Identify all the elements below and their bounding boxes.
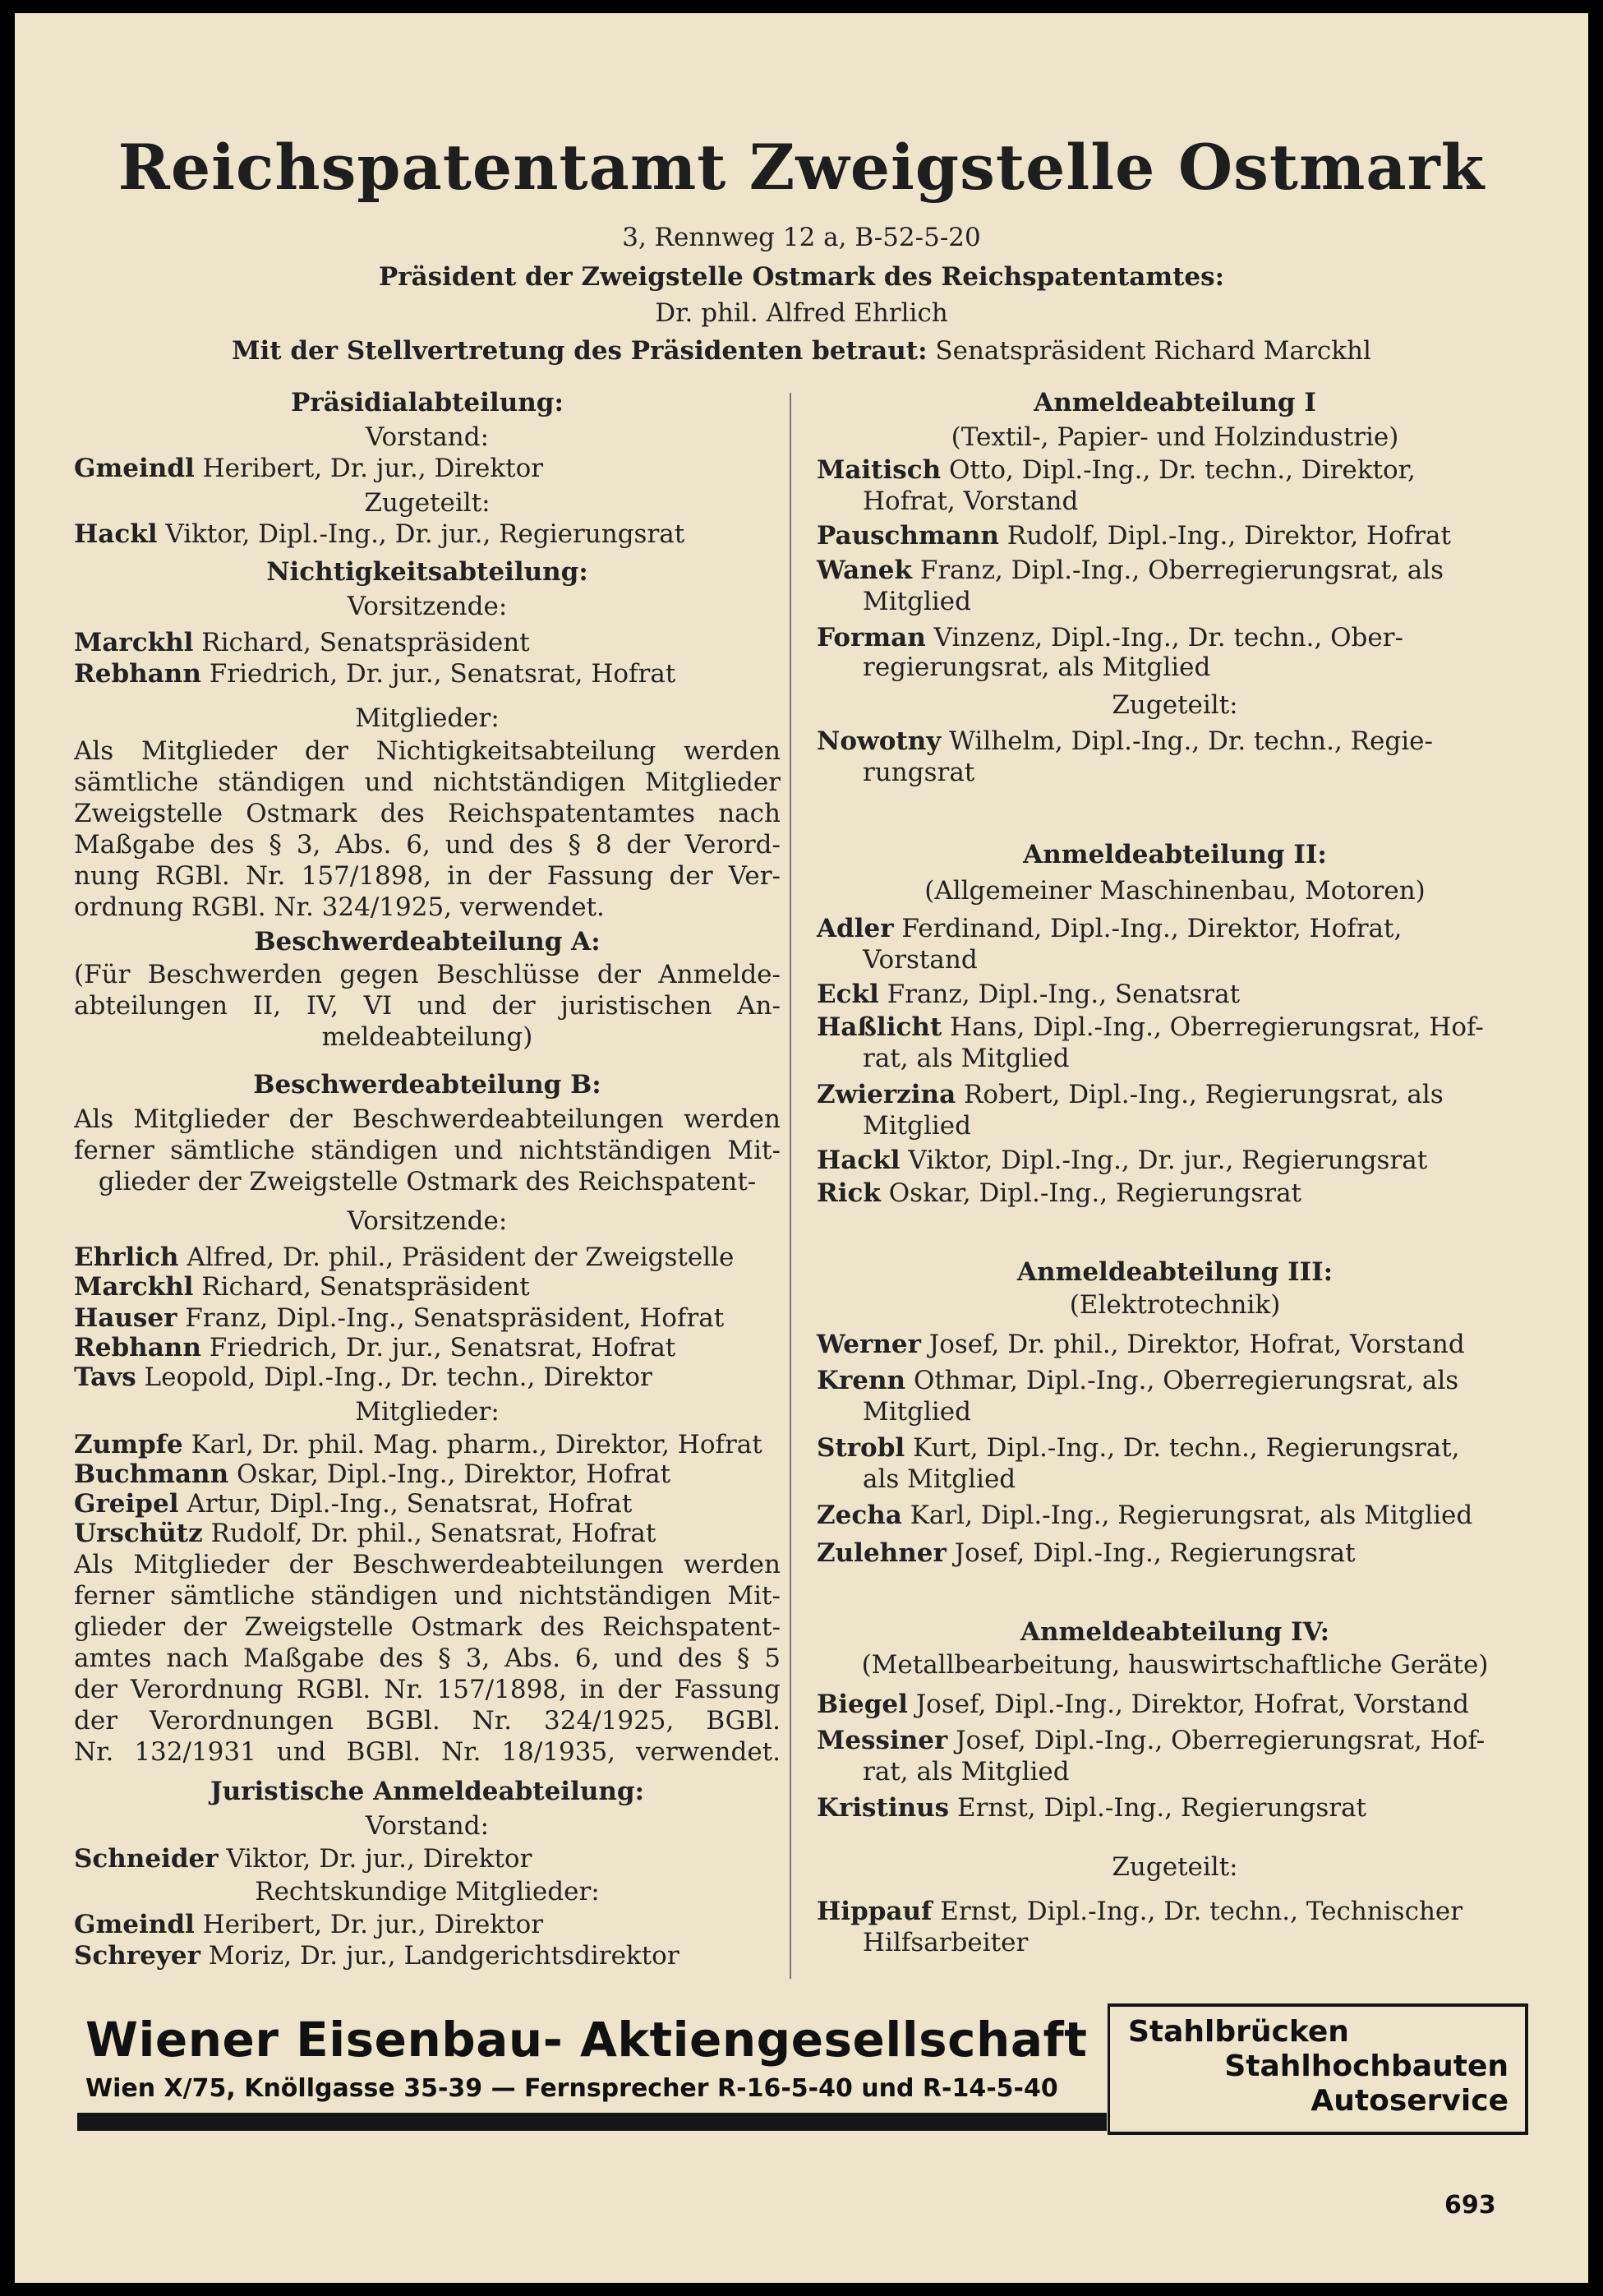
column-divider — [790, 393, 791, 1979]
president-label: Präsident der Zweigstelle Ostmark des Reichspatentamtes: — [378, 262, 1225, 292]
president-name: Dr. phil. Alfred Ehrlich — [655, 298, 948, 328]
ad-service: Stahlbrücken — [1128, 2015, 1349, 2049]
entry-name: Biegel — [817, 1690, 908, 1719]
entry — [817, 1080, 1533, 1109]
section-heading: Anmeldeabteilung IV: — [1020, 1617, 1330, 1647]
entry — [817, 1726, 1533, 1755]
entry — [817, 1330, 1533, 1359]
paragraph-line: nung RGBl. Nr. 157/1898, in der Fassung der Ver- — [74, 861, 781, 891]
paragraph-line: der Verordnungen BGBl. Nr. 324/1925, BGBl. — [74, 1706, 781, 1736]
section-heading: Anmeldeabteilung II: — [1023, 840, 1327, 869]
paragraph-line: der Verordnung RGBl. Nr. 157/1898, in der Fassung — [74, 1675, 781, 1704]
entry-details: Vinzenz, Dipl.-Ing., Dr. techn., Ober- — [933, 623, 1404, 652]
entry-name: Pauschmann — [817, 521, 999, 551]
entry-details: Ernst, Dipl.-Ing., Dr. techn., Technischer — [940, 1897, 1463, 1926]
deputy-line — [15, 336, 1588, 366]
entry-name: Wanek — [817, 556, 912, 585]
entry-continuation: Hilfsarbeiter — [863, 1928, 1029, 1957]
entry-name: Ehrlich — [74, 1243, 179, 1272]
entry-name: Urschütz — [74, 1519, 203, 1548]
section-heading: Juristische Anmeldeabteilung: — [210, 1777, 645, 1806]
entry — [74, 1243, 781, 1272]
entry — [817, 623, 1533, 652]
paragraph-line: Nr. 132/1931 und BGBl. Nr. 18/1935, verwendet. — [74, 1737, 781, 1767]
entry — [817, 556, 1533, 585]
entry-details: Viktor, Dr. jur., Direktor — [226, 1844, 532, 1874]
entry-continuation: Hofrat, Vorstand — [863, 486, 1079, 516]
entry — [74, 628, 781, 657]
entry-continuation: regierungsrat, als Mitglied — [863, 652, 1211, 682]
paragraph-line: Maßgabe des § 3, Abs. 6, und des § 8 der Verord- — [74, 830, 781, 860]
entry-name: Marckhl — [74, 628, 194, 657]
document-page — [15, 13, 1588, 2283]
entry — [74, 1430, 781, 1459]
entry-details: Franz, Dipl.-Ing., Oberregierungsrat, als — [919, 556, 1444, 585]
section-heading: Präsidialabteilung: — [291, 388, 564, 417]
ad-address: Wien X/75, Knöllgasse 35-39 — Fernsprecher R-16-5-40 und R-14-5-40 — [85, 2074, 1058, 2103]
entry — [817, 980, 1533, 1009]
entry-details: Artur, Dipl.-Ing., Senatsrat, Hofrat — [187, 1489, 633, 1519]
entry — [817, 521, 1533, 551]
entry-details: Kurt, Dipl.-Ing., Dr. techn., Regierungsrat, — [913, 1433, 1460, 1463]
entry — [817, 1538, 1533, 1568]
entry — [817, 1012, 1533, 1042]
subheading: Vorstand: — [365, 422, 490, 452]
entry — [74, 1303, 781, 1333]
entry-details: Franz, Dipl.-Ing., Senatspräsident, Hofrat — [185, 1303, 725, 1333]
entry-name: Eckl — [817, 980, 879, 1009]
entry-details: Josef, Dipl.-Ing., Regierungsrat — [954, 1538, 1356, 1568]
entry-details: Alfred, Dr. phil., Präsident der Zweigstelle — [187, 1243, 735, 1272]
ad-service: Autoservice — [1310, 2084, 1509, 2118]
entry-details: Josef, Dipl.-Ing., Direktor, Hofrat, Vorstand — [915, 1690, 1469, 1719]
subheading: Vorsitzende: — [347, 1206, 508, 1236]
entry-name: Gmeindl — [74, 1910, 195, 1939]
entry-name: Zumpfe — [74, 1430, 183, 1459]
entry-continuation: rungsrat — [863, 758, 975, 787]
entry — [74, 1844, 781, 1874]
address-line: 3, Rennweg 12 a, B-52-5-20 — [622, 223, 981, 252]
entry-details: Leopold, Dipl.-Ing., Dr. techn., Direktor — [144, 1362, 652, 1392]
entry-details: Rudolf, Dipl.-Ing., Direktor, Hofrat — [1006, 521, 1451, 551]
entry — [74, 1941, 781, 1971]
subheading: Mitglieder: — [355, 1397, 500, 1427]
entry-details: Karl, Dipl.-Ing., Regierungsrat, als Mitglied — [910, 1501, 1473, 1530]
section-heading: Beschwerdeabteilung B: — [253, 1070, 601, 1100]
entry-name: Tavs — [74, 1362, 136, 1392]
paragraph-line: sämtliche ständigen und nichtständigen Mitglieder — [74, 768, 781, 797]
entry-details: Hans, Dipl.-Ing., Oberregierungsrat, Hof- — [950, 1012, 1484, 1042]
entry-details: Friedrich, Dr. jur., Senatsrat, Hofrat — [209, 1333, 676, 1362]
entry-name: Werner — [817, 1330, 921, 1359]
entry-details: Friedrich, Dr. jur., Senatsrat, Hofrat — [209, 659, 676, 689]
entry-details: Robert, Dipl.-Ing., Regierungsrat, als — [964, 1080, 1444, 1109]
subheading: Zugeteilt: — [1112, 690, 1238, 720]
entry — [817, 914, 1533, 943]
entry-name: Rebhann — [74, 659, 201, 689]
entry-name: Gmeindl — [74, 454, 195, 483]
entry — [74, 1519, 781, 1548]
entry-name: Zecha — [817, 1501, 902, 1530]
entry-details: Richard, Senatspräsident — [201, 1272, 530, 1302]
entry-details: Heribert, Dr. jur., Direktor — [202, 1910, 544, 1939]
advertisement — [74, 1995, 1536, 2147]
entry-name: Schneider — [74, 1844, 219, 1874]
paragraph-line: glieder der Zweigstelle Ostmark des Reichspatent- — [74, 1612, 781, 1642]
entry — [74, 519, 781, 549]
entry — [817, 1501, 1533, 1530]
entry-name: Rebhann — [74, 1333, 201, 1362]
entry — [74, 1272, 781, 1302]
deputy-label: Mit der Stellvertretung des Präsidenten betraut: — [232, 336, 928, 366]
entry-name: Hackl — [817, 1146, 901, 1175]
subheading: Zugeteilt: — [364, 488, 491, 518]
entry-name: Greipel — [74, 1489, 179, 1519]
entry-details: Rudolf, Dr. phil., Senatsrat, Hofrat — [210, 1519, 656, 1548]
entry-details: Viktor, Dipl.-Ing., Dr. jur., Regierungsrat — [908, 1146, 1428, 1175]
section-heading: Anmeldeabteilung III: — [1016, 1257, 1334, 1287]
section-heading: Anmeldeabteilung I — [1034, 388, 1316, 417]
section-subtitle: (Metallbearbeitung, hauswirtschaftliche Geräte) — [861, 1650, 1489, 1680]
subheading: Vorstand: — [365, 1811, 490, 1841]
entry-name: Maitisch — [817, 455, 942, 485]
paragraph-line: Als Mitglieder der Beschwerdeabteilungen werden — [74, 1550, 781, 1579]
entry-name: Krenn — [817, 1366, 906, 1395]
subheading: Vorsitzende: — [347, 592, 508, 621]
entry-details: Josef, Dipl.-Ing., Oberregierungsrat, Hof- — [956, 1726, 1486, 1755]
subheading: Rechtskundige Mitglieder: — [255, 1877, 600, 1906]
entry — [74, 454, 781, 483]
entry — [74, 1459, 781, 1489]
paragraph-line: Zweigstelle Ostmark des Reichspatentamtes nach — [74, 799, 781, 828]
entry — [74, 1362, 781, 1392]
entry-details: Heribert, Dr. jur., Direktor — [202, 454, 544, 483]
entry-name: Buchmann — [74, 1459, 229, 1489]
section-subtitle: (Elektrotechnik) — [1069, 1290, 1281, 1320]
entry-details: Moriz, Dr. jur., Landgerichtsdirektor — [208, 1941, 679, 1971]
entry — [74, 1333, 781, 1362]
entry-continuation: als Mitglied — [863, 1464, 1016, 1494]
entry-name: Haßlicht — [817, 1012, 942, 1042]
section-heading: Beschwerdeabteilung A: — [254, 927, 601, 957]
ad-service: Stahlhochbauten — [1224, 2049, 1509, 2083]
entry-continuation: Vorstand — [863, 945, 978, 975]
entry-details: Karl, Dr. phil. Mag. pharm., Direktor, Hofrat — [191, 1430, 762, 1459]
subheading: Zugeteilt: — [1112, 1852, 1238, 1882]
section-subtitle: (Textil-, Papier- und Holzindustrie) — [951, 422, 1399, 452]
entry-name: Zwierzina — [817, 1080, 956, 1109]
entry-name: Nowotny — [817, 726, 942, 756]
paragraph-line: (Für Beschwerden gegen Beschlüsse der Anmelde- — [74, 960, 781, 989]
entry-name: Adler — [817, 914, 894, 943]
entry-continuation: rat, als Mitglied — [863, 1757, 1070, 1787]
entry-continuation: rat, als Mitglied — [863, 1044, 1070, 1073]
entry — [817, 1433, 1533, 1463]
entry — [74, 1489, 781, 1519]
page-title: Reichspatentamt Zweigstelle Ostmark — [117, 131, 1486, 204]
entry-details: Otto, Dipl.-Ing., Dr. techn., Direktor, — [949, 455, 1416, 485]
entry-name: Messiner — [817, 1726, 948, 1755]
paragraph-line: Als Mitglieder der Beschwerdeabteilungen werden — [74, 1104, 781, 1134]
entry-name: Strobl — [817, 1433, 905, 1463]
ad-services-box — [1108, 2003, 1528, 2135]
entry-name: Schreyer — [74, 1941, 200, 1971]
entry-name: Hippauf — [817, 1897, 933, 1926]
entry — [74, 1910, 781, 1939]
paragraph-line: ordnung RGBl. Nr. 324/1925, verwendet. — [74, 892, 605, 922]
entry — [74, 659, 781, 689]
entry-details: Othmar, Dipl.-Ing., Oberregierungsrat, als — [913, 1366, 1459, 1395]
entry-continuation: Mitglied — [863, 1111, 971, 1141]
deputy-name: Senatspräsident Richard Marckhl — [935, 336, 1371, 366]
entry-name: Rick — [817, 1178, 881, 1208]
entry — [817, 1793, 1533, 1823]
entry — [817, 1178, 1533, 1208]
entry — [817, 1146, 1533, 1175]
paragraph-line: ferner sämtliche ständigen und nichtständigen Mit- — [74, 1581, 781, 1611]
subheading: Mitglieder: — [355, 703, 500, 733]
paragraph-line: abteilungen II, IV, VI und der juristischen An- — [74, 991, 781, 1021]
entry — [817, 1690, 1533, 1719]
entry-details: Oskar, Dipl.-Ing., Regierungsrat — [888, 1178, 1302, 1208]
entry-details: Oskar, Dipl.-Ing., Direktor, Hofrat — [236, 1459, 671, 1489]
entry — [817, 726, 1533, 756]
entry-details: Wilhelm, Dipl.-Ing., Dr. techn., Regie- — [949, 726, 1433, 756]
entry-details: Franz, Dipl.-Ing., Senatsrat — [887, 980, 1241, 1009]
entry-details: Ferdinand, Dipl.-Ing., Direktor, Hofrat, — [901, 914, 1403, 943]
page-number: 693 — [1444, 2191, 1496, 2220]
section-subtitle: (Allgemeiner Maschinenbau, Motoren) — [924, 876, 1426, 906]
entry-continuation: Mitglied — [863, 1397, 971, 1427]
paragraph-line: amtes nach Maßgabe des § 3, Abs. 6, und des § 5 — [74, 1644, 781, 1673]
entry-name: Zulehner — [817, 1538, 947, 1568]
ad-black-bar — [77, 2113, 1107, 2131]
paragraph-line: ferner sämtliche ständigen und nichtständigen Mit- — [74, 1136, 781, 1165]
entry-name: Hauser — [74, 1303, 177, 1333]
section-heading: Nichtigkeitsabteilung: — [266, 557, 588, 587]
entry-name: Hackl — [74, 519, 158, 549]
entry-details: Richard, Senatspräsident — [201, 628, 530, 657]
entry — [817, 1897, 1533, 1926]
entry-details: Josef, Dr. phil., Direktor, Hofrat, Vorstand — [928, 1330, 1465, 1359]
entry-name: Forman — [817, 623, 926, 652]
paragraph-line: Als Mitglieder der Nichtigkeitsabteilung werden — [74, 736, 781, 766]
entry — [817, 455, 1533, 485]
paragraph-line: meldeabteilung) — [321, 1022, 533, 1052]
entry-details: Ernst, Dipl.-Ing., Regierungsrat — [957, 1793, 1367, 1823]
paragraph-line: glieder der Zweigstelle Ostmark des Reichspatent- — [98, 1167, 757, 1196]
entry-details: Viktor, Dipl.-Ing., Dr. jur., Regierungsrat — [165, 519, 685, 549]
ad-company-name: Wiener Eisenbau- Aktiengesellschaft — [85, 2012, 1088, 2068]
entry — [817, 1366, 1533, 1395]
entry-name: Kristinus — [817, 1793, 950, 1823]
entry-continuation: Mitglied — [863, 587, 971, 616]
entry-name: Marckhl — [74, 1272, 194, 1302]
